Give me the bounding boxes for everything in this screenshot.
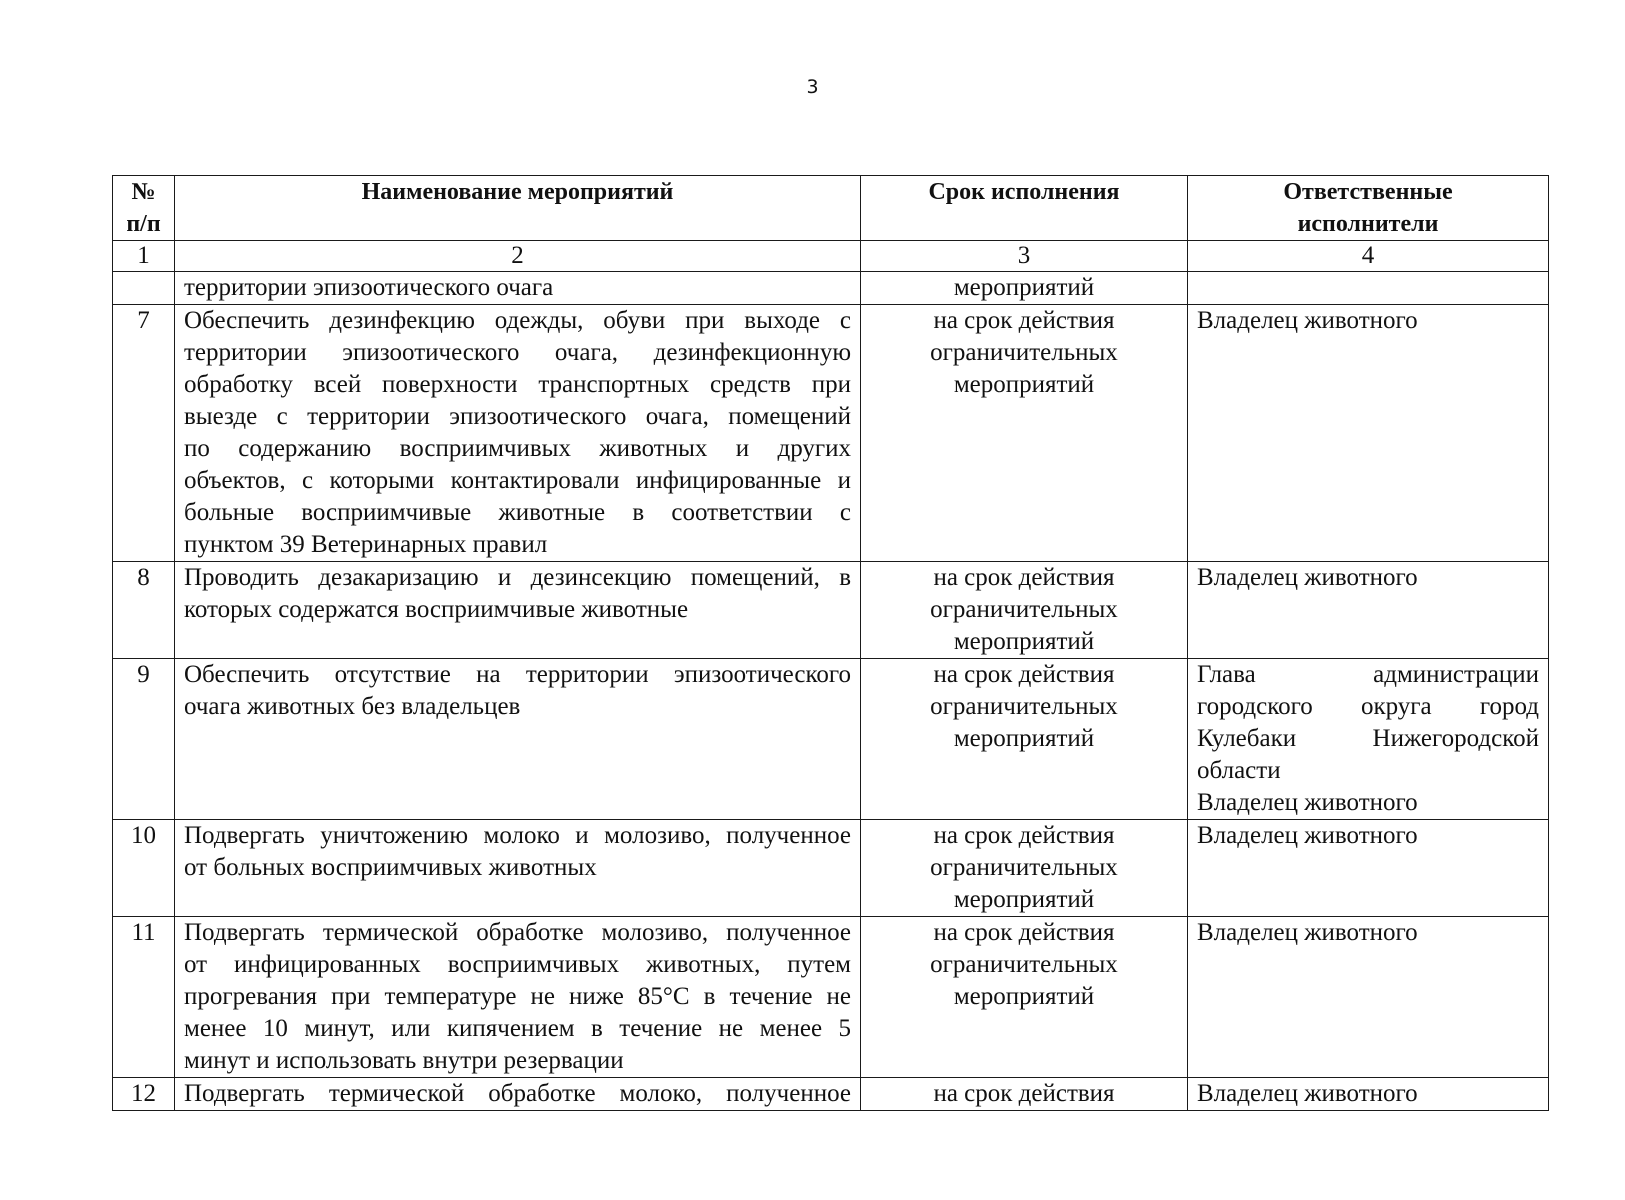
responsible-executors — [1188, 562, 1549, 659]
table-header — [113, 176, 1549, 272]
measure-name-line: пунктом 39 Ветеринарных правил — [184, 531, 548, 558]
measure-name-line: Подвергать уничтожению молоко и молозиво, полученное — [184, 822, 851, 849]
executor-line: Владелец животного — [1197, 307, 1418, 334]
measure-name-line: Обеспечить дезинфекцию одежды, обуви при выходе с — [184, 307, 851, 334]
measure-name-line: Обеспечить отсутствие на территории эпизоотического — [184, 661, 851, 688]
measure-name-line: Подвергать термической обработке молоко, полученное — [184, 1080, 851, 1107]
measure-name — [175, 659, 861, 820]
measure-name-line: очага животных без владельцев — [184, 693, 521, 720]
deadline-line: ограничительных — [930, 596, 1118, 623]
deadline — [861, 562, 1188, 659]
row-number: 12 — [113, 1078, 175, 1111]
header-row — [113, 176, 1549, 241]
page-number: 3 — [806, 76, 819, 98]
header-name — [175, 176, 861, 241]
row-number: 7 — [113, 305, 175, 562]
measure-name — [175, 1078, 861, 1111]
deadline-line: мероприятий — [953, 886, 1095, 913]
header-line: № — [131, 179, 156, 205]
header-line: Наименование мероприятий — [361, 179, 674, 205]
responsible-executors — [1188, 820, 1549, 917]
table-row — [113, 820, 1549, 917]
measure-name — [175, 820, 861, 917]
measure-name-line: выезде с территории эпизоотического очага, помещений — [184, 403, 851, 430]
row-number — [113, 272, 175, 305]
deadline-line: ограничительных — [930, 693, 1118, 720]
responsible-executors — [1188, 272, 1549, 305]
measure-name — [175, 562, 861, 659]
deadline-line: на срок действия — [933, 661, 1115, 688]
responsible-executors — [1188, 917, 1549, 1078]
table-row — [113, 917, 1549, 1078]
row-number: 9 — [113, 659, 175, 820]
executor-line: Владелец животного — [1197, 789, 1418, 816]
header-line: п/п — [126, 211, 161, 237]
row-number: 10 — [113, 820, 175, 917]
row-number: 11 — [113, 917, 175, 1078]
deadline-line: на срок действия — [933, 1080, 1115, 1107]
column-number: 1 — [113, 241, 175, 272]
deadline-line: ограничительных — [930, 339, 1118, 366]
measure-name-line: от больных восприимчивых животных — [184, 854, 597, 881]
responsible-executors — [1188, 1078, 1549, 1111]
deadline — [861, 917, 1188, 1078]
deadline-line: на срок действия — [933, 307, 1115, 334]
column-number: 3 — [861, 241, 1188, 272]
header-line: Срок исполнения — [928, 179, 1120, 205]
deadline-line: ограничительных — [930, 854, 1118, 881]
measure-name-line: объектов, с которыми контактировали инфицированные и — [184, 467, 851, 494]
executor-line: Владелец животного — [1197, 564, 1418, 591]
deadline-line: мероприятий — [953, 274, 1095, 301]
measure-name-line: от инфицированных восприимчивых животных, путем — [184, 951, 851, 978]
measure-name-line: территории эпизоотического очага, дезинфекционную — [184, 339, 851, 366]
measure-name-line: территории эпизоотического очага — [184, 274, 554, 301]
deadline-line: мероприятий — [953, 628, 1095, 655]
measure-name-line: больные восприимчивые животные в соответствии с — [184, 499, 851, 526]
executor-line: области — [1197, 757, 1281, 784]
executor-line: Владелец животного — [1197, 822, 1418, 849]
executor-line: Кулебаки Нижегородской — [1197, 725, 1539, 752]
row-number: 8 — [113, 562, 175, 659]
deadline — [861, 820, 1188, 917]
table-row — [113, 659, 1549, 820]
responsible-executors — [1188, 659, 1549, 820]
measure-name-line: прогревания при температуре не ниже 85°С в течение не — [184, 983, 851, 1010]
header-line: Ответственные — [1283, 179, 1453, 205]
header-executors — [1188, 176, 1549, 241]
table-row — [113, 305, 1549, 562]
measure-name-line: минут и использовать внутри резервации — [184, 1047, 624, 1074]
executor-line: городского округа город — [1197, 693, 1539, 720]
measure-name-line: обработку всей поверхности транспортных средств при — [184, 371, 851, 398]
table-row — [113, 1078, 1549, 1111]
deadline-line: мероприятий — [953, 725, 1095, 752]
column-number: 4 — [1188, 241, 1549, 272]
deadline — [861, 272, 1188, 305]
measure-name-line: по содержанию восприимчивых животных и других — [184, 435, 851, 462]
deadline-line: мероприятий — [953, 983, 1095, 1010]
responsible-executors — [1188, 305, 1549, 562]
deadline — [861, 305, 1188, 562]
measure-name-line: Подвергать термической обработке молозиво, полученное — [184, 919, 851, 946]
deadline-line: мероприятий — [953, 371, 1095, 398]
executor-line: Владелец животного — [1197, 919, 1418, 946]
table-body — [113, 272, 1549, 1111]
deadline-line: на срок действия — [933, 919, 1115, 946]
measure-name — [175, 272, 861, 305]
measure-name-line: которых содержатся восприимчивые животные — [184, 596, 689, 623]
table-row — [113, 272, 1549, 305]
column-number: 2 — [175, 241, 861, 272]
executor-line: Владелец животного — [1197, 1080, 1418, 1107]
deadline — [861, 1078, 1188, 1111]
measure-name-line: менее 10 минут, или кипячением в течение не менее 5 — [184, 1015, 851, 1042]
measure-name — [175, 305, 861, 562]
header-line: исполнители — [1297, 211, 1439, 237]
deadline — [861, 659, 1188, 820]
header-term — [861, 176, 1188, 241]
deadline-line: ограничительных — [930, 951, 1118, 978]
header-number — [113, 176, 175, 241]
deadline-line: на срок действия — [933, 564, 1115, 591]
measures-table — [112, 175, 1549, 1111]
measure-name-line: Проводить дезакаризацию и дезинсекцию помещений, в — [184, 564, 851, 591]
measure-name — [175, 917, 861, 1078]
deadline-line: на срок действия — [933, 822, 1115, 849]
column-number-row — [113, 241, 1549, 272]
executor-line: Глава администрации — [1197, 661, 1539, 688]
table-row — [113, 562, 1549, 659]
